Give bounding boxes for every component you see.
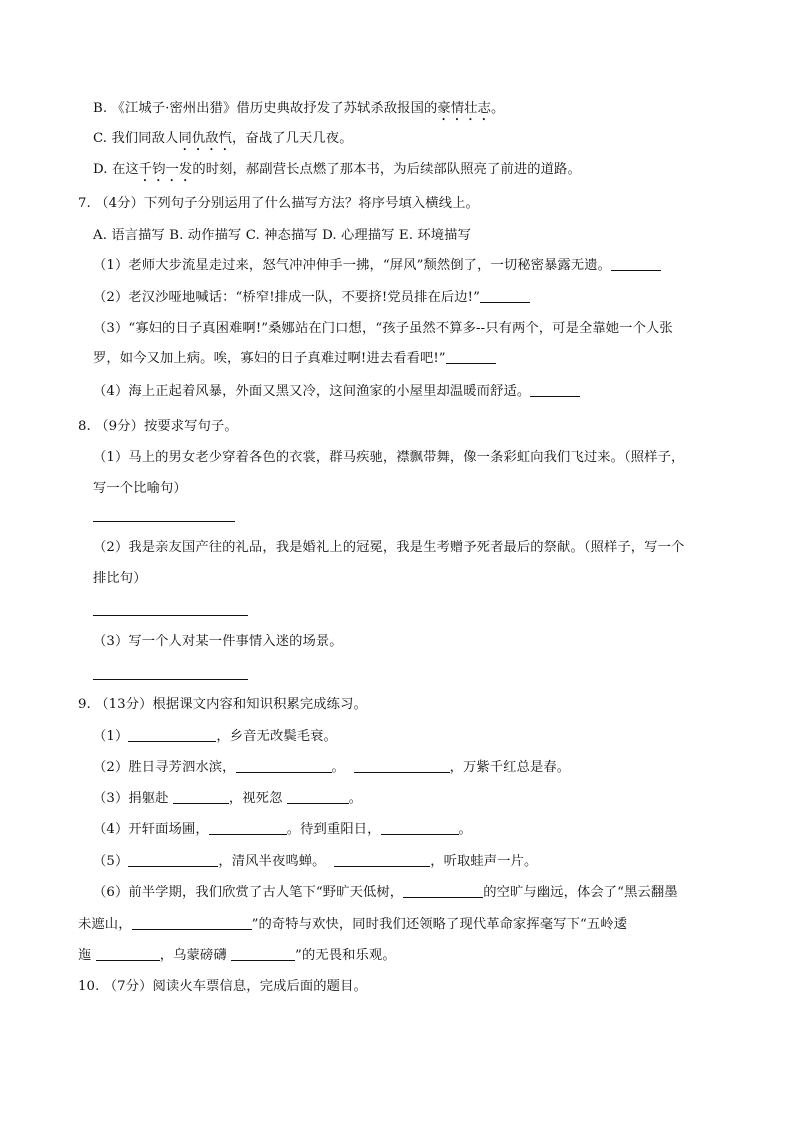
answer-blank[interactable] (231, 948, 295, 961)
answer-blank[interactable] (403, 885, 483, 898)
q8-answer-line-2[interactable] (93, 615, 248, 616)
answer-blank[interactable] (128, 854, 218, 867)
q6-option-b: B. 《江城子·密州出猎》借历史典故抒发了苏轼杀敌报国的豪情壮志。 (93, 101, 505, 116)
answer-blank[interactable] (446, 351, 496, 364)
q7-sentence-1: （1）老师大步流星走过来，怒气冲冲伸手一拂，“屏风”颓然倒了，一切秘密暴露无遗。 (93, 258, 661, 274)
answer-blank[interactable] (354, 760, 450, 773)
q9-line-6b: 未遮山， ”的奇特与欢快，同时我们还领略了现代革命家挥毫写下“五岭逶 (78, 917, 628, 932)
q9-line-6a: （6）前半学期，我们欣赏了古人笔下“野旷天低树， 的空旷与幽远，体会了“黑云翻墨 (93, 885, 678, 900)
answer-blank[interactable] (96, 948, 160, 961)
q9-line-4: （4）开轩面场圃， 。待到重阳日， 。 (93, 822, 472, 837)
answer-blank[interactable] (530, 384, 580, 397)
answer-blank[interactable] (236, 760, 332, 773)
q8-item-3: （3）写一个人对某一件事情入迷的场景。 (93, 634, 343, 649)
answer-blank[interactable] (334, 854, 430, 867)
q8-item-2a: （2）我是亲友国产往的礼品，我是婚礼上的冠冕，我是生考赠予死者最后的祭献。（照样子，写一个 (93, 540, 685, 555)
q9-line-5: （5） ，清风半夜鸣蝉。 ，听取蛙声一片。 (93, 854, 538, 869)
answer-blank[interactable] (287, 791, 349, 804)
answer-blank[interactable] (132, 917, 252, 930)
q9-stem: 9. （13分）根据课文内容和知识积累完成练习。 (78, 697, 367, 712)
q8-item-1b: 写一个比喻句） (93, 481, 187, 496)
q10-stem: 10. （7分）阅读火车票信息，完成后面的题目。 (78, 979, 367, 994)
q9-line-2: （2）胜日寻芳泗水滨， 。 ，万紫千红总是春。 (93, 760, 571, 775)
q6-option-d: D. 在这千钧一发的时刻，郝副营长点燃了那本书，为后续部队照亮了前进的道路。 (93, 162, 581, 177)
q8-item-2b: 排比句） (93, 571, 147, 586)
q8-item-1a: （1）马上的男女老少穿着各色的衣裳，群马疾驰，襟飘带舞，像一条彩虹向我们飞过来。（照样子， (93, 450, 685, 465)
q9-line-3: （3）捐躯赴 ，视死忽 。 (93, 791, 363, 806)
q7-options: A. 语言描写 B. 动作描写 C. 神态描写 D. 心理描写 E. 环境描写 (93, 228, 471, 243)
answer-blank[interactable] (209, 822, 287, 835)
q9-line-1: （1） ，乡音无改鬓毛衰。 (93, 729, 337, 744)
q7-sentence-3a: （3）“寡妇的日子真困难啊!”桑娜站在门口想，“孩子虽然不算多--只有两个，可是全靠她一个人张 (93, 321, 673, 336)
answer-blank[interactable] (480, 290, 530, 303)
q7-sentence-4: （4）海上正起着风暴，外面又黑又冷，这间渔家的小屋里却温暖而舒适。 (93, 384, 580, 400)
q8-stem: 8. （9分）按要求写句子。 (78, 419, 238, 434)
q9-line-6c: 迤 ，乌蒙磅礴 ”的无畏和乐观。 (78, 948, 396, 963)
answer-blank[interactable] (381, 822, 459, 835)
q8-answer-line-1[interactable] (93, 521, 235, 522)
answer-blank[interactable] (128, 729, 216, 742)
q8-answer-line-3[interactable] (93, 679, 248, 680)
q6-option-c: C. 我们同敌人同仇敌忾，奋战了几天几夜。 (93, 131, 353, 146)
answer-blank[interactable] (173, 791, 229, 804)
q7-stem: 7. （4分）下列句子分别运用了什么描写方法？将序号填入横线上。 (78, 196, 479, 211)
q7-sentence-3b: 罗，如今又加上病。唉，寡妇的日子真难过啊!进去看看吧!” (93, 351, 496, 367)
answer-blank[interactable] (611, 258, 661, 271)
q7-sentence-2: （2）老汉沙哑地喊话：“桥窄!排成一队，不要挤!党员排在后边!” (93, 290, 530, 306)
